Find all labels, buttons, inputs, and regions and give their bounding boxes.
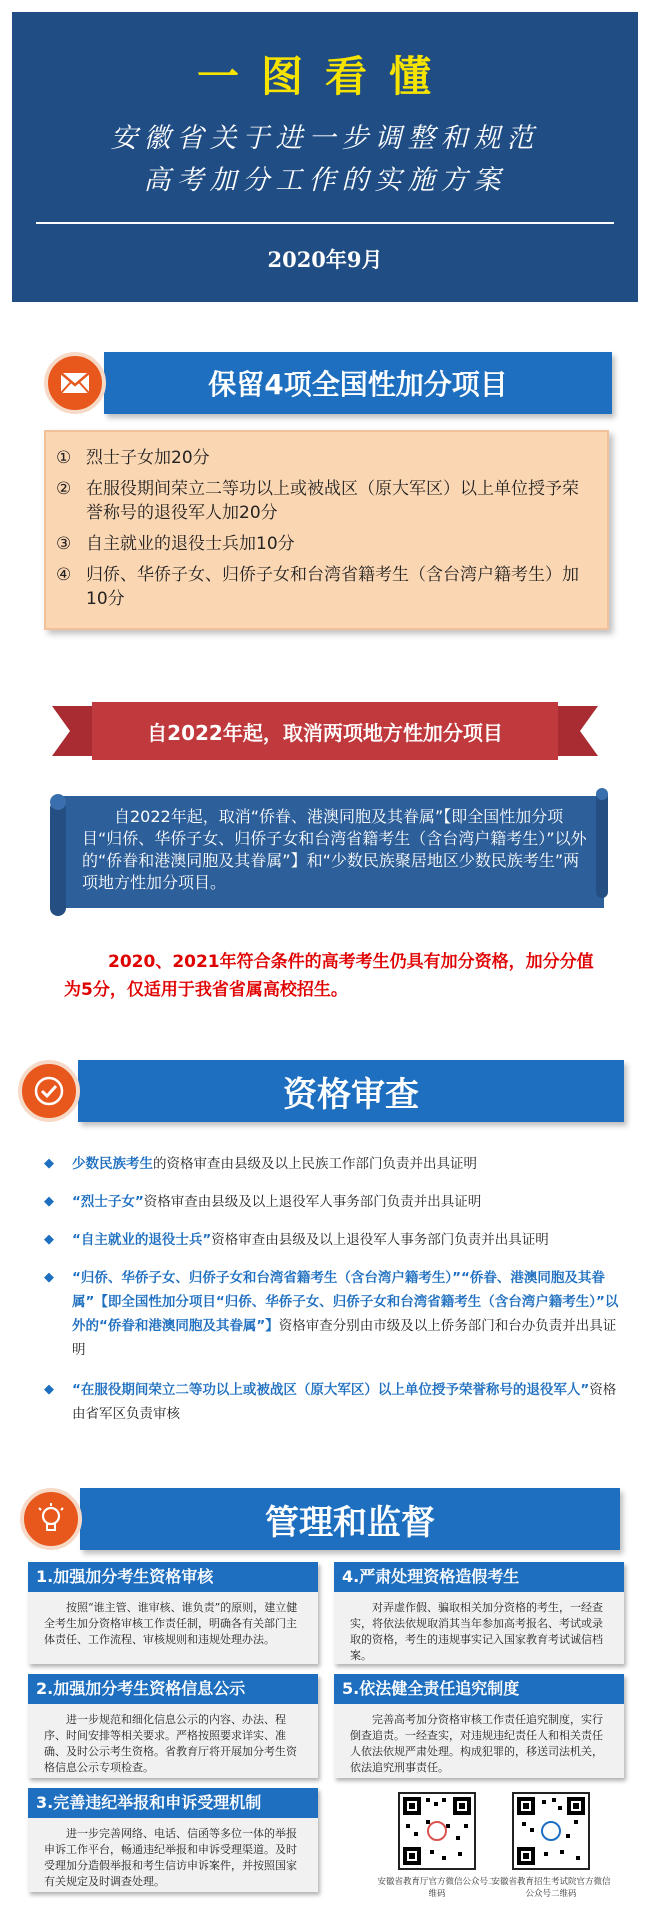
qual-text: 资格审查由县级及以上退役军人事务部门负责并出具证明: [143, 1194, 482, 1210]
card-title: 3.完善违纪举报和申诉受理机制: [28, 1788, 318, 1818]
mgmt-card: [28, 1674, 318, 1778]
section3-title: 资格审查: [283, 1074, 419, 1115]
card-text: 进一步完善网络、电话、信函等多位一体的举报申诉工作平台，畅通违纪举报和申诉受理渠道。及时受理加分造假举报和考生信访申诉案件，并按照国家有关规定及时调查处理。: [44, 1827, 297, 1888]
qr-code-image: [398, 1792, 476, 1870]
diamond-bullet-icon: ◆: [44, 1156, 54, 1171]
scroll-panel: [48, 788, 610, 918]
qual-item: [44, 1378, 620, 1426]
check-icon: [18, 1060, 80, 1122]
card-text: 完善高考加分资格审核工作责任追究制度，实行倒查追责。一经查实，对违规违纪责任人和相关责任人依法依规严肃处理。构成犯罪的，移送司法机关，依法追究刑事责任。: [350, 1713, 603, 1774]
transition-note: 2020、2021年符合条件的高考考生仍具有加分资格，加分分值为5分，仅适用于我省省属高校招生。: [64, 952, 594, 1000]
item-number: ①: [56, 448, 72, 468]
qual-item: [44, 1228, 620, 1252]
section1-banner: [104, 352, 612, 414]
section4-banner: [80, 1488, 620, 1550]
qr2-caption: 安徽省教育招生考试院官方微信公众号二维码: [491, 1877, 611, 1899]
qual-highlight: “烈士子女”: [72, 1194, 144, 1210]
qual-text: 资格审查分别由市级及以上侨务部门和台办负责并出具证明: [72, 1318, 617, 1358]
qual-highlight: “归侨、华侨子女、归侨子女和台湾省籍考生（含台湾户籍考生）”“侨眷、港澳同胞及其眷属”【即全国性加分项目“归侨、华侨子女、归侨子女和台湾省籍考生（含台湾户籍考生）”以外的“侨眷和港澳同胞及其眷属”】: [72, 1270, 619, 1334]
qual-item: [44, 1266, 620, 1362]
qual-highlight: “在服役期间荣立二等功以上或被战区（原大军区）以上单位授予荣誉称号的退役军人”: [72, 1382, 590, 1398]
publish-date: 2020年9月: [267, 247, 383, 272]
page-subtitle-line2: 高考加分工作的实施方案: [143, 165, 507, 196]
item-text: 烈士子女加20分: [86, 448, 210, 468]
item-text: 在服役期间荣立二等功以上或被战区（原大军区）以上单位授予荣誉称号的退役军人加20分: [86, 479, 579, 523]
section1-title: 保留4项全国性加分项目: [208, 368, 508, 401]
item-text: 自主就业的退役士兵加10分: [86, 534, 295, 554]
qual-highlight: 少数民族考生: [72, 1156, 153, 1172]
retained-items-box: [44, 430, 609, 630]
diamond-bullet-icon: ◆: [44, 1232, 54, 1247]
item-text: 归侨、华侨子女、归侨子女和台湾省籍考生（含台湾户籍考生）加10分: [86, 565, 579, 609]
qual-item: [44, 1152, 620, 1176]
list-item: [56, 477, 591, 525]
qual-text: 资格审查由县级及以上退役军人事务部门负责并出具证明: [211, 1232, 549, 1248]
qual-item: [44, 1190, 620, 1214]
page-subtitle-line1: 安徽省关于进一步调整和规范: [110, 123, 540, 154]
item-number: ④: [56, 565, 72, 585]
qr1-caption: 安徽省教育厅官方微信公众号二维码: [377, 1877, 497, 1899]
section3-banner: [78, 1060, 624, 1122]
card-title: 2.加强加分考生资格信息公示: [28, 1674, 318, 1704]
diamond-bullet-icon: ◆: [44, 1270, 54, 1285]
scroll-text: 自2022年起，取消“侨眷、港澳同胞及其眷属”【即全国性加分项目“归侨、华侨子女、归侨子女和台湾省籍考生（含台湾户籍考生）”以外的“侨眷和港澳同胞及其眷属”】和“少数民族聚居地区少数民族考生”两项地方性加分项目。: [82, 807, 587, 892]
envelope-icon: [44, 352, 106, 414]
qual-highlight: “自主就业的退役士兵”: [72, 1232, 212, 1248]
lightbulb-icon: [20, 1488, 82, 1550]
header-divider: [36, 222, 614, 224]
card-text: 对弄虚作假、骗取相关加分资格的考生，一经查实，将依法依规取消其当年参加高考报名、考试或录取的资格，考生的违规事实记入国家教育考试诚信档案。: [350, 1601, 603, 1662]
header-panel: [12, 12, 638, 302]
qual-text: 资格由省军区负责审核: [72, 1382, 617, 1422]
card-text: 按照“谁主管、谁审核、谁负责”的原则，建立健全考生加分资格审核工作责任制，明确各有关部门主体责任、工作流程、审核规则和违规处理办法。: [44, 1601, 298, 1646]
diamond-bullet-icon: ◆: [44, 1194, 54, 1209]
card-title: 5.依法健全责任追究制度: [334, 1674, 624, 1704]
cancel-ribbon: [52, 702, 598, 760]
ribbon-title: 自2022年起，取消两项地方性加分项目: [147, 720, 503, 745]
qual-text: 的资格审查由县级及以上民族工作部门负责并出具证明: [153, 1156, 477, 1172]
qr-code-image: [512, 1792, 590, 1870]
mgmt-card: [334, 1562, 624, 1664]
mgmt-card: [28, 1788, 318, 1892]
list-item: [56, 532, 591, 556]
list-item: [56, 446, 591, 470]
diamond-bullet-icon: ◆: [44, 1382, 54, 1397]
mgmt-card: [334, 1674, 624, 1778]
section4-title: 管理和监督: [265, 1502, 435, 1543]
card-title: 1.加强加分考生资格审核: [28, 1562, 318, 1592]
card-title: 4.严肃处理资格造假考生: [334, 1562, 624, 1592]
mgmt-card: [28, 1562, 318, 1664]
list-item: [56, 563, 591, 611]
item-number: ③: [56, 534, 72, 554]
page-title: 一图看懂: [196, 52, 453, 101]
card-text: 进一步规范和细化信息公示的内容、办法、程序、时间安排等相关要求。严格按照要求详实、准确、及时公示考生资格。省教育厅将开展加分考生资格信息公示专项检查。: [44, 1713, 297, 1774]
item-number: ②: [56, 479, 72, 499]
